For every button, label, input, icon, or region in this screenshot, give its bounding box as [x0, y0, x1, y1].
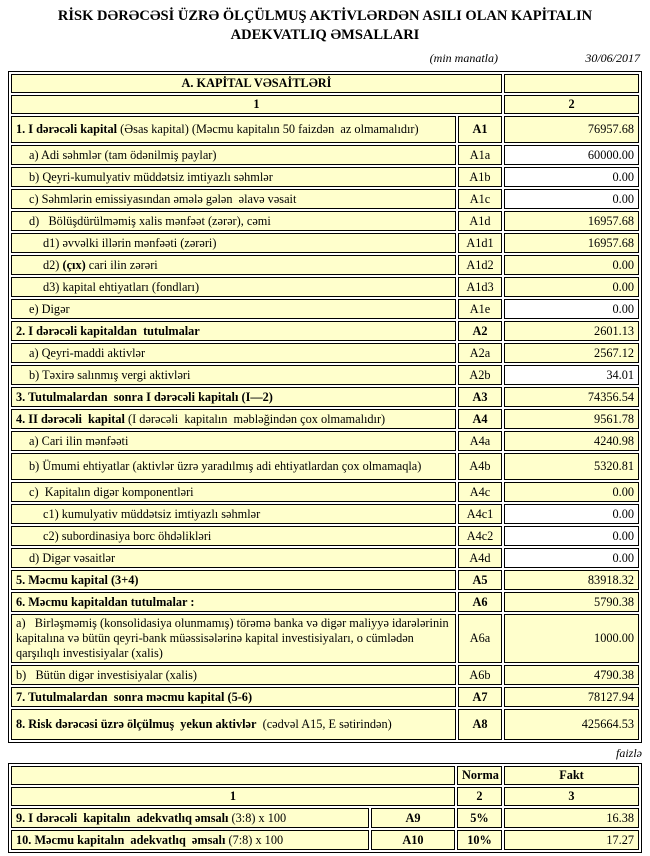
row-code: A1d1 — [458, 233, 502, 253]
page-title-line2: ADEKVATLIQ ƏMSALLARI — [230, 27, 420, 44]
row-A1d3 — [11, 277, 639, 297]
label-text: (Əsas kapital) (Məcmu kapitalın 50 faizdən az olmamalıdır) — [117, 122, 419, 137]
code-text: A8 — [472, 717, 488, 732]
meta-line — [0, 51, 650, 69]
row-A2b — [11, 365, 639, 385]
row-A9 — [11, 808, 639, 828]
row-A1b — [11, 167, 639, 187]
section-header-empty — [504, 74, 639, 93]
fakt-value: 16.38 — [504, 808, 639, 828]
label-text: b) Bütün digər investisiyalar (xalis) — [16, 667, 198, 682]
row-code: A1d — [458, 211, 502, 231]
code-text: A9 — [405, 810, 421, 825]
adequacy-header-row — [11, 766, 639, 785]
code-text: A10 — [402, 832, 424, 847]
row-value: 78127.94 — [504, 687, 639, 707]
row-code — [458, 387, 502, 407]
row-label — [11, 570, 456, 590]
label-text: (3:8) x 100 — [231, 810, 287, 825]
row-value: 0.00 — [504, 167, 639, 187]
row-label — [11, 277, 456, 297]
row-value: 5790.38 — [504, 592, 639, 612]
report-date: 30/06/2017 — [585, 51, 640, 66]
row-label — [11, 233, 456, 253]
row-A6b — [11, 665, 639, 685]
row-code — [458, 570, 502, 590]
row-A1 — [11, 116, 639, 143]
row-code: A1c — [458, 189, 502, 209]
code-text: A7 — [472, 689, 488, 704]
label-bold: 7. Tutulmalardan sonra məcmu kapital (5-6) — [16, 689, 253, 704]
label-bold: 2. I dərəcəli kapitaldan tutulmalar — [16, 323, 200, 338]
row-A6 — [11, 592, 639, 612]
row-label — [11, 255, 456, 275]
row-A2a — [11, 343, 639, 363]
label-bold: (çıx) — [62, 257, 86, 272]
row-code: A4c1 — [458, 504, 502, 524]
row-A7 — [11, 687, 639, 707]
row-A4a — [11, 431, 639, 451]
label-text: a) Birləşməmiş (konsolidasiya olunmamış) törəmə banka və digər maliyyə idarələrinin kapitalına və bütün qeyri-bank müəssisələrinə kapital investisiyaları, o cümlədən qarşılıqlı investisiyalar (xalis) — [16, 616, 452, 661]
row-value: 16957.68 — [504, 211, 639, 231]
row-value: 0.00 — [504, 548, 639, 568]
col-header-2: 2 — [457, 787, 502, 806]
row-code: A1e — [458, 299, 502, 319]
row-value: 83918.32 — [504, 570, 639, 590]
label-text: cari ilin zərəri — [85, 257, 158, 272]
label-text: (7:8) x 100 — [228, 832, 284, 847]
row-A1a — [11, 145, 639, 165]
label-bold: 4. II dərəcəli kapital — [16, 411, 125, 426]
row-A1c — [11, 189, 639, 209]
row-label — [11, 365, 456, 385]
row-code: A6a — [458, 614, 502, 663]
capital-table — [8, 71, 642, 743]
norma-value — [457, 808, 502, 828]
row-value: 4790.38 — [504, 665, 639, 685]
row-code — [458, 709, 502, 740]
row-value: 2601.13 — [504, 321, 639, 341]
label-text: a) Cari ilin mənfəəti — [29, 433, 129, 448]
row-code — [371, 808, 455, 828]
row-label — [11, 830, 369, 850]
row-label — [11, 709, 456, 740]
column-number-row — [11, 95, 639, 114]
code-text: A3 — [472, 389, 488, 404]
label-text: c2) subordinasiya borc öhdəlikləri — [43, 528, 212, 543]
col-header-1: 1 — [11, 787, 455, 806]
label-bold: 10. Məcmu kapitalın adekvatlıq əmsalı — [16, 832, 229, 847]
row-value: 0.00 — [504, 277, 639, 297]
row-code — [371, 830, 455, 850]
row-label — [11, 453, 456, 480]
label-text: c) Kapitalın digər komponentləri — [29, 484, 194, 499]
row-A1e — [11, 299, 639, 319]
row-value: 2567.12 — [504, 343, 639, 363]
row-value: 16957.68 — [504, 233, 639, 253]
row-A4c1 — [11, 504, 639, 524]
section-header: A. KAPİTAL VƏSAİTLƏRİ — [11, 74, 502, 93]
row-value: 5320.81 — [504, 453, 639, 480]
row-value: 0.00 — [504, 299, 639, 319]
label-text: e) Digər — [29, 301, 70, 316]
code-text: A1 — [472, 122, 488, 137]
row-code — [458, 687, 502, 707]
label-bold: 8. Risk dərəcəsi üzrə ölçülmuş yekun aktivlər — [16, 717, 257, 732]
row-value: 0.00 — [504, 255, 639, 275]
label-text: c1) kumulyativ müddətsiz imtiyazlı səhmlər — [43, 506, 261, 521]
row-label — [11, 409, 456, 429]
norma-text: 5% — [470, 810, 489, 825]
label-text: d1) əvvəlki illərin mənfəəti (zərəri) — [43, 235, 217, 250]
col-header-2: 2 — [504, 95, 639, 114]
label-text: b) Ümumi ehtiyatlar (aktivlər üzrə yaradılmış adi ehtiyatlardan çox olmamaqla) — [29, 459, 422, 474]
col-header-1: 1 — [11, 95, 502, 114]
adequacy-number-row — [11, 787, 639, 806]
unit-note: (min manatla) — [429, 51, 498, 66]
label-bold: 5. Məcmu kapital (3+4) — [16, 572, 139, 587]
row-value: 425664.53 — [504, 709, 639, 740]
row-A4c2 — [11, 526, 639, 546]
row-A4c — [11, 482, 639, 502]
row-code: A2a — [458, 343, 502, 363]
label-text: d) Bölüşdürülməmiş xalis mənfəət (zərər), cəmi — [29, 213, 271, 228]
label-text: b) Təxirə salınmış vergi aktivləri — [29, 367, 191, 382]
label-text: (cədvəl A15, E sətirindən) — [256, 717, 392, 732]
row-A6a — [11, 614, 639, 663]
code-text: A4 — [472, 411, 488, 426]
row-label — [11, 167, 456, 187]
row-label — [11, 211, 456, 231]
row-A4d — [11, 548, 639, 568]
page-title — [0, 7, 650, 45]
row-value: 34.01 — [504, 365, 639, 385]
row-label — [11, 548, 456, 568]
norma-header: Norma — [457, 766, 502, 785]
row-label — [11, 592, 456, 612]
row-label — [11, 808, 369, 828]
label-bold: 1. I dərəcəli kapital — [16, 122, 118, 137]
percent-note: faizlə — [616, 746, 642, 761]
norma-value — [457, 830, 502, 850]
row-code: A4c2 — [458, 526, 502, 546]
label-text: d2) — [43, 257, 63, 272]
row-label — [11, 614, 456, 663]
row-label — [11, 504, 456, 524]
row-label — [11, 387, 456, 407]
row-value: 1000.00 — [504, 614, 639, 663]
label-text: b) Qeyri-kumulyativ müddətsiz imtiyazlı səhmlər — [29, 169, 273, 184]
code-text: A6 — [472, 594, 488, 609]
page-title-line1: RİSK DƏRƏCƏSİ ÜZRƏ ÖLÇÜLMUŞ AKTİVLƏRDƏN ASILI OLAN KAPİTALIN — [57, 8, 593, 24]
code-text: A5 — [472, 572, 488, 587]
label-text: c) Səhmlərin emissiyasından əmələ gələn əlavə vəsait — [29, 191, 297, 206]
row-value: 9561.78 — [504, 409, 639, 429]
norma-text: 10% — [467, 832, 492, 847]
row-value: 0.00 — [504, 504, 639, 524]
row-A4b — [11, 453, 639, 480]
row-value: 74356.54 — [504, 387, 639, 407]
row-code — [458, 321, 502, 341]
label-text: a) Adi səhmlər (tam ödənilmiş paylar) — [29, 147, 217, 162]
row-A1d — [11, 211, 639, 231]
row-A10 — [11, 830, 639, 850]
row-A1d2 — [11, 255, 639, 275]
row-code: A4a — [458, 431, 502, 451]
col-header-3: 3 — [504, 787, 639, 806]
label-bold: 3. Tutulmalardan sonra I dərəcəli kapitalı (I—2) — [16, 389, 273, 404]
row-label — [11, 116, 456, 143]
row-A2 — [11, 321, 639, 341]
row-code — [458, 116, 502, 143]
adequacy-header-empty — [11, 766, 455, 785]
label-text: d) Digər vəsaitlər — [29, 550, 116, 565]
row-label — [11, 431, 456, 451]
row-code — [458, 592, 502, 612]
label-text: (I dərəcəli kapitalın məbləğindən çox olmamalıdır) — [124, 411, 386, 426]
row-label — [11, 299, 456, 319]
label-text: a) Qeyri-maddi aktivlər — [29, 345, 146, 360]
label-bold: 9. I dərəcəli kapitalın adekvatlıq əmsalı — [16, 810, 232, 825]
row-label — [11, 526, 456, 546]
row-A1d1 — [11, 233, 639, 253]
row-label — [11, 145, 456, 165]
fakt-value: 17.27 — [504, 830, 639, 850]
row-value: 76957.68 — [504, 116, 639, 143]
fakt-header: Fakt — [504, 766, 639, 785]
row-label — [11, 687, 456, 707]
row-A5 — [11, 570, 639, 590]
row-label — [11, 343, 456, 363]
row-code: A2b — [458, 365, 502, 385]
row-code: A1d3 — [458, 277, 502, 297]
row-label — [11, 321, 456, 341]
row-label — [11, 189, 456, 209]
row-code — [458, 409, 502, 429]
row-value: 4240.98 — [504, 431, 639, 451]
row-code: A6b — [458, 665, 502, 685]
row-code: A1a — [458, 145, 502, 165]
row-value: 0.00 — [504, 189, 639, 209]
code-text: A2 — [472, 323, 488, 338]
row-value: 0.00 — [504, 526, 639, 546]
row-value: 60000.00 — [504, 145, 639, 165]
row-A3 — [11, 387, 639, 407]
row-code: A1d2 — [458, 255, 502, 275]
row-code: A4c — [458, 482, 502, 502]
row-label — [11, 665, 456, 685]
row-value: 0.00 — [504, 482, 639, 502]
row-code: A4d — [458, 548, 502, 568]
section-header-row — [11, 74, 639, 93]
label-bold: 6. Məcmu kapitaldan tutulmalar : — [16, 594, 195, 609]
row-A8 — [11, 709, 639, 740]
row-A4 — [11, 409, 639, 429]
adequacy-table — [8, 763, 642, 853]
row-code: A4b — [458, 453, 502, 480]
row-label — [11, 482, 456, 502]
label-text: d3) kapital ehtiyatları (fondları) — [43, 279, 200, 294]
row-code: A1b — [458, 167, 502, 187]
